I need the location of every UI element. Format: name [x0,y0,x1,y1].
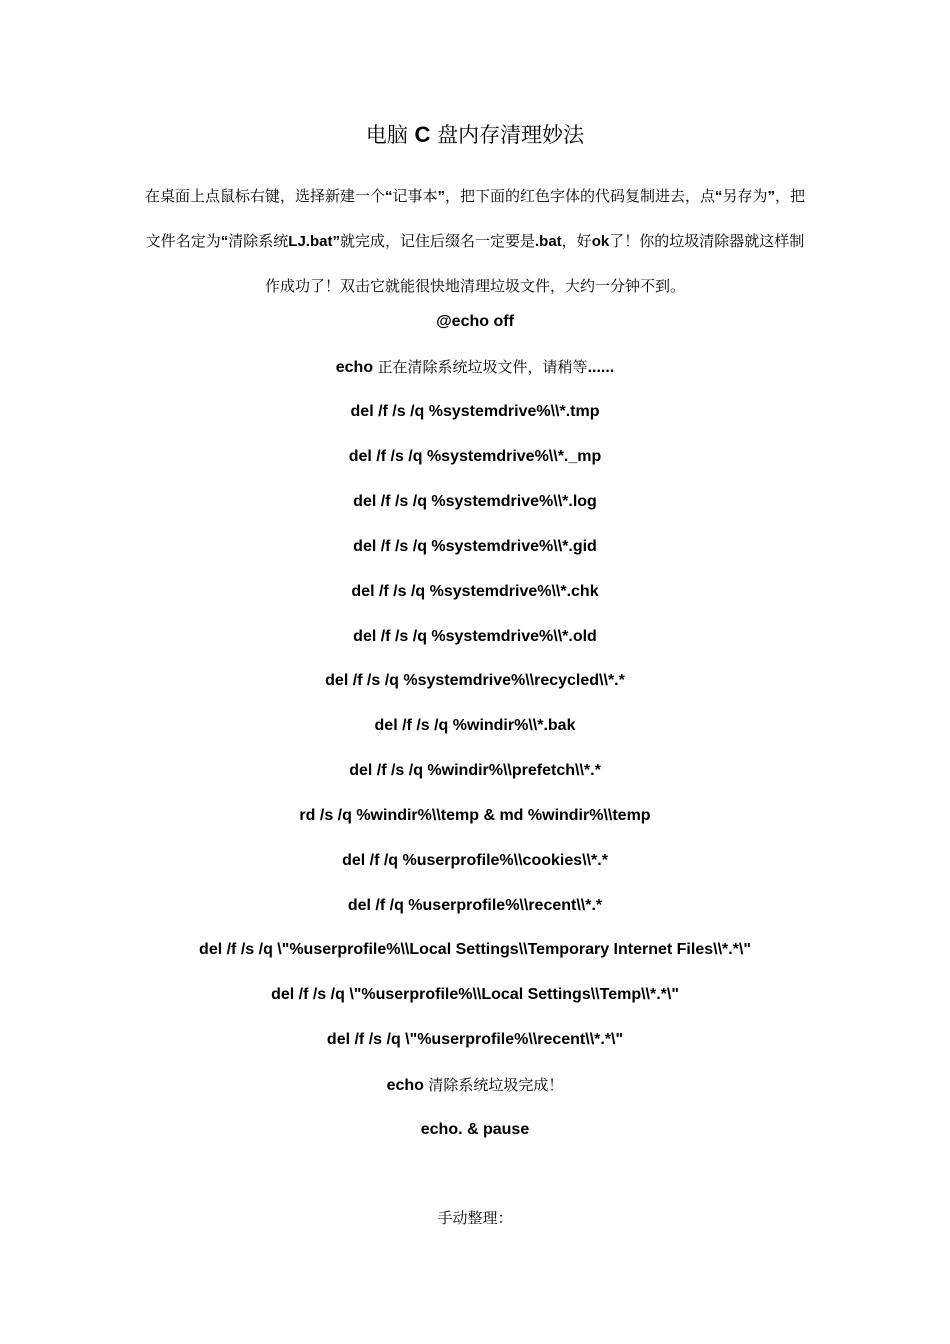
code-line [0,760,950,782]
code-line [0,895,950,917]
code-line-text: @echo off [436,313,514,330]
intro-text: ，把文件名定为 [145,187,806,250]
code-line [0,984,950,1006]
title-text-part3: 盘内存清理妙法 [437,123,585,147]
code-line [0,356,950,379]
code-line-text: del /f /s /q \"%userprofile%\\recent\\*.*\" [326,1031,624,1048]
code-line [0,311,950,333]
footer-note: 手动整理： [437,1209,513,1227]
intro-quote: ” [437,188,445,205]
code-line [0,939,950,961]
code-line [0,715,950,737]
code-line [0,1119,950,1141]
code-line-text: del /f /s /q %systemdrive%\\*.log [353,493,597,510]
intro-quote: ” [767,188,776,205]
code-line-text: del /f /s /q %systemdrive%\\*.chk [351,583,599,600]
code-line [0,401,950,423]
code-line-chinese: 清除系统垃圾完成！ [428,1076,564,1094]
code-line-text: del /f /s /q %systemdrive%\\*.gid [353,538,597,555]
code-line-text: del /f /s /q \"%userprofile%\\Local Settings\\Temp\\*.*\" [271,986,679,1003]
code-line-text: del /f /q %userprofile%\\cookies\\*.* [342,852,608,869]
title-text-part1: 电脑 [365,123,408,147]
code-line [0,491,950,513]
code-line-text: echo. & pause [420,1121,530,1138]
code-line [0,1029,950,1051]
code-line-text: del /f /q %userprofile%\\recent\\*.* [347,897,603,914]
code-line [0,626,950,648]
code-line [0,670,950,692]
intro-paragraph [140,174,810,309]
code-line-text: echo [335,359,378,376]
intro-text: 另存为 [722,187,768,205]
code-line-text: del /f /s /q %systemdrive%\\*._mp [348,448,602,465]
intro-text: 清除系统 [228,232,289,250]
intro-extension: .bat [535,233,562,250]
title-text-part2: C [414,122,431,147]
intro-text: ，好 [561,232,592,250]
intro-quote: “ [384,188,393,205]
code-line [0,536,950,558]
code-line-dots: ...... [587,359,615,376]
intro-text: 记事本 [392,187,438,205]
code-line-text: del /f /s /q %windir%\\*.bak [374,717,576,734]
code-line [0,850,950,872]
code-line-chinese: 正在清除系统垃圾文件，请稍等 [377,358,588,376]
code-line-text: del /f /s /q \"%userprofile%\\Local Settings\\Temporary Internet Files\\*.*\" [199,941,751,958]
code-line-text: echo [386,1077,429,1094]
intro-ok: ok [591,233,610,250]
intro-text: 了！你的垃圾清除器就这样制作成功了！双击它就能很快地清理垃圾文件，大约一分钟不到。 [264,232,805,295]
code-line-text: del /f /s /q %systemdrive%\\recycled\\*.* [325,672,625,689]
code-line [0,581,950,603]
intro-filename: LJ.bat” [288,233,340,250]
intro-text: ，把下面的红色字体的代码复制进去，点 [444,187,715,205]
code-line-text: del /f /s /q %systemdrive%\\*.tmp [350,403,600,420]
code-line-text: rd /s /q %windir%\\temp & md %windir%\\temp [299,807,651,824]
code-line-text: del /f /s /q %systemdrive%\\*.old [353,628,597,645]
intro-text: 就完成，记住后缀名一定要是 [339,232,535,250]
code-line [0,446,950,468]
code-line-text: del /f /s /q %windir%\\prefetch\\*.* [349,762,601,779]
intro-quote: “ [715,188,723,205]
document-title [0,120,950,150]
intro-text: 在桌面上点鼠标右键，选择新建一个 [144,187,385,205]
code-line [0,1074,950,1097]
code-line [0,805,950,827]
intro-quote: “ [220,233,229,250]
